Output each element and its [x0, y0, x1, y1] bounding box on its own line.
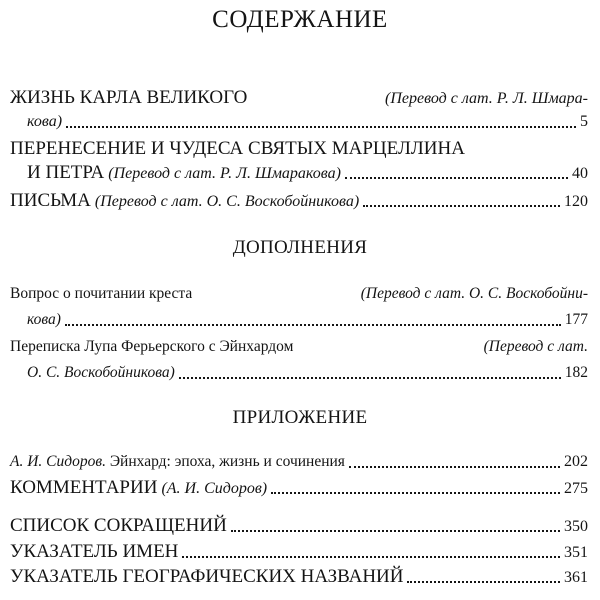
- toc-page-number: 202: [564, 453, 588, 470]
- toc-entry-line: [10, 285, 588, 303]
- toc-entry-translation-miracles[interactable]: [10, 138, 588, 184]
- toc-entry-note: кова): [27, 311, 61, 328]
- toc-entry-title: Эйнхард: эпоха, жизнь и сочинения: [109, 453, 345, 470]
- toc-entry-note: кова): [27, 113, 63, 130]
- toc-entry-veneration-of-cross[interactable]: [10, 285, 588, 329]
- toc-entry-life-of-charlemagne[interactable]: [10, 87, 588, 131]
- leader-dots: [182, 556, 560, 558]
- toc-entry-title: ПИСЬМА: [10, 190, 91, 211]
- toc-entry-abbreviations[interactable]: [10, 515, 588, 537]
- toc-page-number: 40: [572, 165, 588, 182]
- toc-entry-note: О. С. Воскобойникова): [27, 364, 175, 381]
- toc-page-number: 275: [564, 480, 588, 497]
- toc-entry-title: УКАЗАТЕЛЬ ИМЕН: [10, 541, 179, 562]
- toc-entry-line: [10, 541, 588, 563]
- toc-entry-line: [10, 515, 588, 537]
- section-heading-supplements: ДОПОЛНЕНИЯ: [232, 237, 368, 258]
- toc-entry-note: (А. И. Сидоров): [161, 480, 268, 497]
- toc-entry-title: И ПЕТРА: [27, 162, 105, 183]
- toc-entry-sidorov-essay[interactable]: [10, 453, 588, 471]
- toc-entry-geographic-index[interactable]: [10, 566, 588, 588]
- toc-page-number: 351: [564, 544, 588, 561]
- toc-page-number: 350: [564, 518, 588, 535]
- toc-entry-name-index[interactable]: [10, 541, 588, 563]
- toc-entry-line: [10, 87, 588, 109]
- leader-dots: [407, 581, 560, 583]
- toc-entry-line: [10, 138, 588, 160]
- toc-entry-line: [10, 338, 588, 356]
- toc-entry-line: [10, 113, 588, 131]
- page-title: СОДЕРЖАНИЕ: [212, 6, 388, 33]
- toc-entry-title: КОММЕНТАРИИ: [10, 477, 158, 498]
- toc-page-number: 5: [580, 113, 588, 130]
- toc-entry-title: СПИСОК СОКРАЩЕНИЙ: [10, 515, 227, 536]
- toc-entry-note: (Перевод с лат.: [483, 338, 588, 355]
- toc-entry-title: Вопрос о почитании креста: [10, 285, 193, 302]
- toc-entry-note: (Перевод с лат. Р. Л. Шмара-: [385, 90, 588, 107]
- toc-page-number: 177: [564, 311, 588, 328]
- toc-entry-note: (Перевод с лат. О. С. Воскобойникова): [94, 193, 360, 210]
- leader-dots: [231, 530, 560, 532]
- toc-page-number: 120: [564, 193, 588, 210]
- toc-entry-author: А. И. Сидоров.: [10, 453, 106, 470]
- toc-entry-title: ЖИЗНЬ КАРЛА ВЕЛИКОГО: [10, 87, 248, 108]
- toc-entry-title: УКАЗАТЕЛЬ ГЕОГРАФИЧЕСКИХ НАЗВАНИЙ: [10, 566, 404, 587]
- toc-entry-line: [10, 364, 588, 382]
- toc-entry-line: [10, 190, 588, 212]
- toc-entry-line: [10, 566, 588, 588]
- toc-entry-commentary[interactable]: [10, 477, 588, 499]
- toc-entry-title: ПЕРЕНЕСЕНИЕ И ЧУДЕСА СВЯТЫХ МАРЦЕЛЛИНА: [10, 138, 465, 159]
- toc-entry-line: [10, 477, 588, 499]
- leader-dots: [271, 492, 560, 494]
- toc-entry-line: [10, 311, 588, 329]
- leader-dots: [345, 177, 568, 179]
- leader-dots: [66, 126, 576, 128]
- leader-dots: [349, 466, 560, 468]
- toc-entry-note: (Перевод с лат. Р. Л. Шмаракова): [108, 165, 341, 182]
- leader-dots: [363, 205, 560, 207]
- toc-entry-note: (Перевод с лат. О. С. Воскобойни-: [360, 285, 588, 302]
- leader-dots: [179, 377, 561, 379]
- toc-entry-title: Переписка Лупа Ферьерского с Эйнхардом: [10, 338, 294, 355]
- leader-dots: [65, 324, 561, 326]
- toc-entry-line: [10, 453, 588, 471]
- toc-entry-line: [10, 162, 588, 184]
- toc-entry-letters[interactable]: [10, 190, 588, 212]
- toc-page-number: 361: [564, 569, 588, 586]
- toc-page-number: 182: [564, 364, 588, 381]
- toc-entry-lupus-correspondence[interactable]: [10, 338, 588, 382]
- section-heading-appendix: ПРИЛОЖЕНИЕ: [232, 407, 368, 428]
